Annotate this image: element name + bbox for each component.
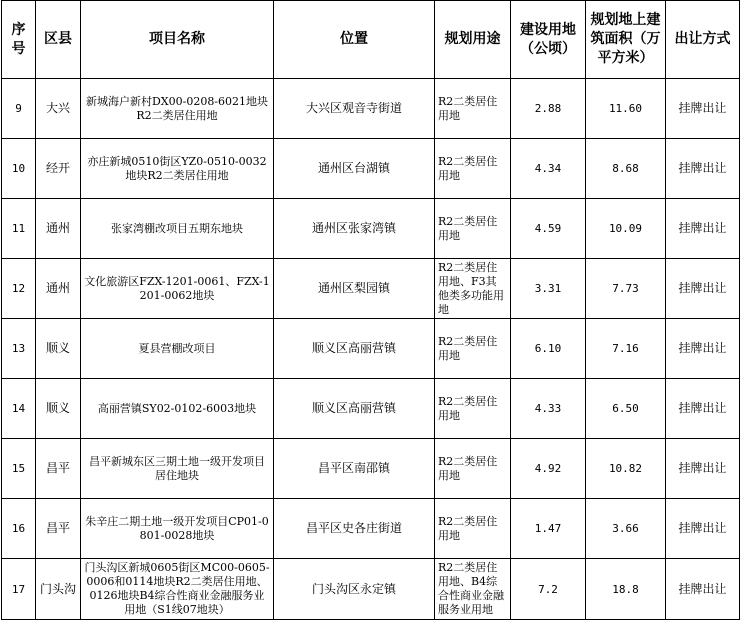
- cell-planned-use: R2二类居住用地、B4综合性商业金融服务业用地: [435, 559, 511, 620]
- cell-district: 通州: [36, 199, 81, 259]
- cell-building-area: 10.09: [586, 199, 666, 259]
- cell-district: 通州: [36, 259, 81, 319]
- cell-land-area: 7.2: [511, 559, 586, 620]
- cell-project-name: 高丽营镇SY02-0102-6003地块: [81, 379, 274, 439]
- cell-land-area: 4.59: [511, 199, 586, 259]
- cell-transfer-method: 挂牌出让: [666, 139, 740, 199]
- cell-district: 顺义: [36, 379, 81, 439]
- cell-building-area: 7.73: [586, 259, 666, 319]
- cell-planned-use: R2二类居住用地: [435, 79, 511, 139]
- cell-transfer-method: 挂牌出让: [666, 499, 740, 559]
- table-row: [2, 79, 740, 139]
- cell-planned-use: R2二类居住用地: [435, 439, 511, 499]
- cell-transfer-method: 挂牌出让: [666, 439, 740, 499]
- cell-no: 12: [2, 259, 36, 319]
- cell-district: 大兴: [36, 79, 81, 139]
- cell-no: 15: [2, 439, 36, 499]
- cell-location: 门头沟区永定镇: [274, 559, 435, 620]
- cell-district: 昌平: [36, 439, 81, 499]
- cell-location: 通州区台湖镇: [274, 139, 435, 199]
- cell-location: 昌平区史各庄街道: [274, 499, 435, 559]
- table-row: [2, 139, 740, 199]
- header-building-area: 规划地上建筑面积（万平方米）: [586, 1, 666, 79]
- cell-transfer-method: 挂牌出让: [666, 199, 740, 259]
- cell-district: 经开: [36, 139, 81, 199]
- cell-project-name: 亦庄新城0510街区YZ0-0510-0032地块R2二类居住用地: [81, 139, 274, 199]
- cell-planned-use: R2二类居住用地: [435, 139, 511, 199]
- table-row: [2, 559, 740, 620]
- cell-planned-use: R2二类居住用地: [435, 499, 511, 559]
- cell-building-area: 7.16: [586, 319, 666, 379]
- header-location: 位置: [274, 1, 435, 79]
- cell-no: 10: [2, 139, 36, 199]
- cell-project-name: 新城海户新村DX00-0208-6021地块R2二类居住用地: [81, 79, 274, 139]
- cell-location: 通州区张家湾镇: [274, 199, 435, 259]
- cell-planned-use: R2二类居住用地、F3其他类多功能用地: [435, 259, 511, 319]
- cell-location: 通州区梨园镇: [274, 259, 435, 319]
- header-no: 序号: [2, 1, 36, 79]
- header-land-area: 建设用地（公顷）: [511, 1, 586, 79]
- cell-transfer-method: 挂牌出让: [666, 259, 740, 319]
- cell-planned-use: R2二类居住用地: [435, 199, 511, 259]
- cell-building-area: 18.8: [586, 559, 666, 620]
- cell-location: 顺义区高丽营镇: [274, 319, 435, 379]
- cell-district: 顺义: [36, 319, 81, 379]
- cell-building-area: 8.68: [586, 139, 666, 199]
- cell-district: 门头沟: [36, 559, 81, 620]
- cell-land-area: 6.10: [511, 319, 586, 379]
- table-row: [2, 319, 740, 379]
- cell-project-name: 朱辛庄二期土地一级开发项目CP01-0801-0028地块: [81, 499, 274, 559]
- cell-planned-use: R2二类居住用地: [435, 319, 511, 379]
- cell-project-name: 张家湾棚改项目五期东地块: [81, 199, 274, 259]
- cell-building-area: 6.50: [586, 379, 666, 439]
- cell-transfer-method: 挂牌出让: [666, 319, 740, 379]
- table-row: [2, 259, 740, 319]
- table-row: [2, 499, 740, 559]
- cell-district: 昌平: [36, 499, 81, 559]
- cell-building-area: 3.66: [586, 499, 666, 559]
- cell-project-name: 门头沟区新城0605街区MC00-0605-0006和0114地块R2二类居住用地、0126地块B4综合性商业金融服务业用地（S1线07地块）: [81, 559, 274, 620]
- cell-project-name: 夏县营棚改项目: [81, 319, 274, 379]
- cell-no: 11: [2, 199, 36, 259]
- cell-no: 14: [2, 379, 36, 439]
- cell-land-area: 2.88: [511, 79, 586, 139]
- table-row: [2, 379, 740, 439]
- header-planned-use: 规划用途: [435, 1, 511, 79]
- cell-land-area: 4.34: [511, 139, 586, 199]
- cell-transfer-method: 挂牌出让: [666, 559, 740, 620]
- header-district: 区县: [36, 1, 81, 79]
- cell-land-area: 4.33: [511, 379, 586, 439]
- cell-building-area: 10.82: [586, 439, 666, 499]
- header-row: [2, 1, 740, 79]
- cell-land-area: 4.92: [511, 439, 586, 499]
- header-project-name: 项目名称: [81, 1, 274, 79]
- header-transfer-method: 出让方式: [666, 1, 740, 79]
- cell-building-area: 11.60: [586, 79, 666, 139]
- cell-location: 顺义区高丽营镇: [274, 379, 435, 439]
- cell-transfer-method: 挂牌出让: [666, 79, 740, 139]
- cell-project-name: 文化旅游区FZX-1201-0061、FZX-1201-0062地块: [81, 259, 274, 319]
- cell-no: 17: [2, 559, 36, 620]
- cell-land-area: 3.31: [511, 259, 586, 319]
- table-row: [2, 199, 740, 259]
- cell-no: 13: [2, 319, 36, 379]
- cell-land-area: 1.47: [511, 499, 586, 559]
- cell-transfer-method: 挂牌出让: [666, 379, 740, 439]
- land-transfer-table: [1, 0, 740, 620]
- cell-location: 大兴区观音寺街道: [274, 79, 435, 139]
- cell-project-name: 昌平新城东区三期土地一级开发项目居住地块: [81, 439, 274, 499]
- table-row: [2, 439, 740, 499]
- cell-no: 16: [2, 499, 36, 559]
- cell-location: 昌平区南邵镇: [274, 439, 435, 499]
- cell-planned-use: R2二类居住用地: [435, 379, 511, 439]
- cell-no: 9: [2, 79, 36, 139]
